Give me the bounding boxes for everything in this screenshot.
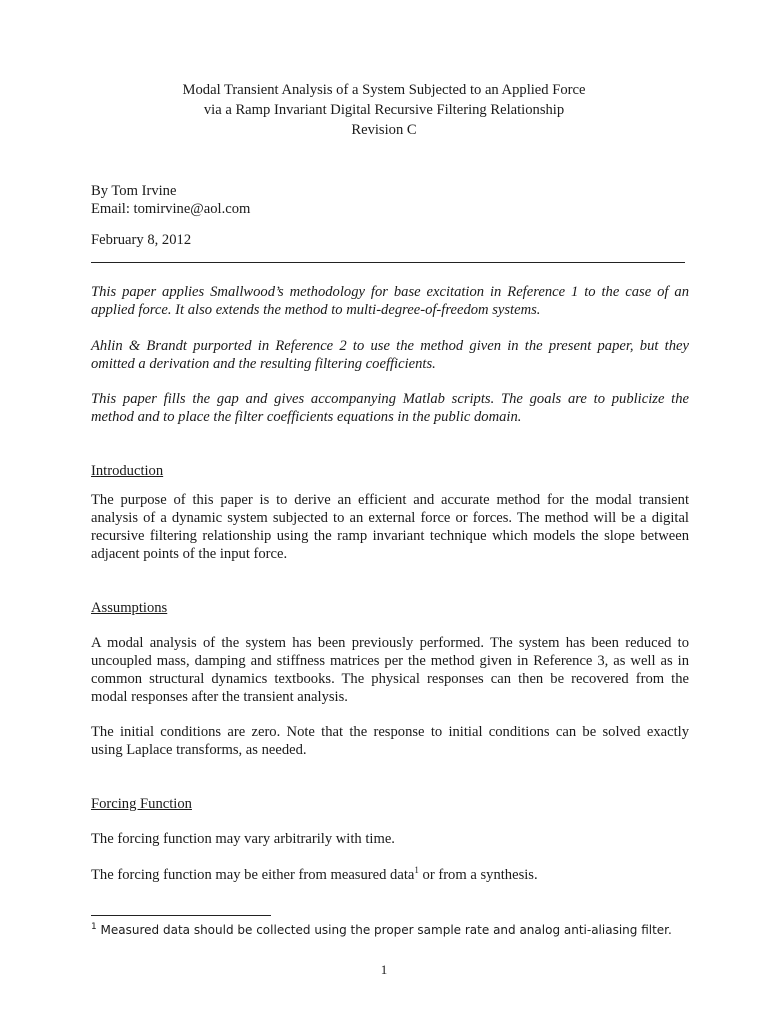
header-rule xyxy=(91,262,685,263)
abstract-paragraph-1: This paper applies Smallwood’s methodology for base excitation in Reference 1 to the case of an applied force. It also extends the method to multi-degree-of-freedom systems. xyxy=(91,284,689,318)
heading-forcing-function: Forcing Function xyxy=(91,796,192,812)
author: By Tom Irvine xyxy=(91,183,177,199)
author-email: Email: tomirvine@aol.com xyxy=(91,201,251,217)
footnote-text: Measured data should be collected using the proper sample rate and analog anti-aliasing filter. xyxy=(96,923,672,937)
title-revision: Revision C xyxy=(351,122,417,138)
abstract-paragraph-2: Ahlin & Brandt purported in Reference 2 to use the method given in the present paper, but they omitted a derivation and the resulting filtering coefficients. xyxy=(91,338,689,372)
footnote-marker: 1 xyxy=(91,922,97,932)
title-line-2: via a Ramp Invariant Digital Recursive Filtering Relationship xyxy=(203,102,565,118)
forcing-paragraph-1: The forcing function may vary arbitrarily with time. xyxy=(91,831,395,847)
abstract-paragraph-3: This paper fills the gap and gives accompanying Matlab scripts. The goals are to publicize the method and to place the filter coefficients equations in the public domain. xyxy=(91,391,689,425)
footnote xyxy=(91,922,672,938)
footnote-rule xyxy=(91,915,271,916)
heading-introduction: Introduction xyxy=(91,463,164,479)
introduction-paragraph: The purpose of this paper is to derive an efficient and accurate method for the modal transient analysis of a dynamic system subjected to an external force or forces. The method will be a digital recursive filtering relationship using the ramp invariant technique which models the slope between adjacent points of the input force. xyxy=(91,492,689,562)
assumptions-paragraph-1: A modal analysis of the system has been previously performed. The system has been reduced to uncoupled mass, damping and stiffness matrices per the method given in Reference 3, as well as in common structural dynamics textbooks. The physical responses can then be recovered from the modal responses after the transient analysis. xyxy=(91,635,689,705)
publication-date: February 8, 2012 xyxy=(91,232,192,248)
page-number: 1 xyxy=(380,962,388,977)
assumptions-paragraph-2: The initial conditions are zero. Note that the response to initial conditions can be solved exactly using Laplace transforms, as needed. xyxy=(91,724,689,758)
title-line-1: Modal Transient Analysis of a System Subjected to an Applied Force xyxy=(182,82,586,98)
footnote-reference: 1 xyxy=(414,865,419,876)
document-title xyxy=(0,80,768,140)
heading-assumptions: Assumptions xyxy=(91,600,168,616)
forcing-paragraph-2: The forcing function may be either from measured data$^1$ or from a synthesis. xyxy=(91,865,538,883)
